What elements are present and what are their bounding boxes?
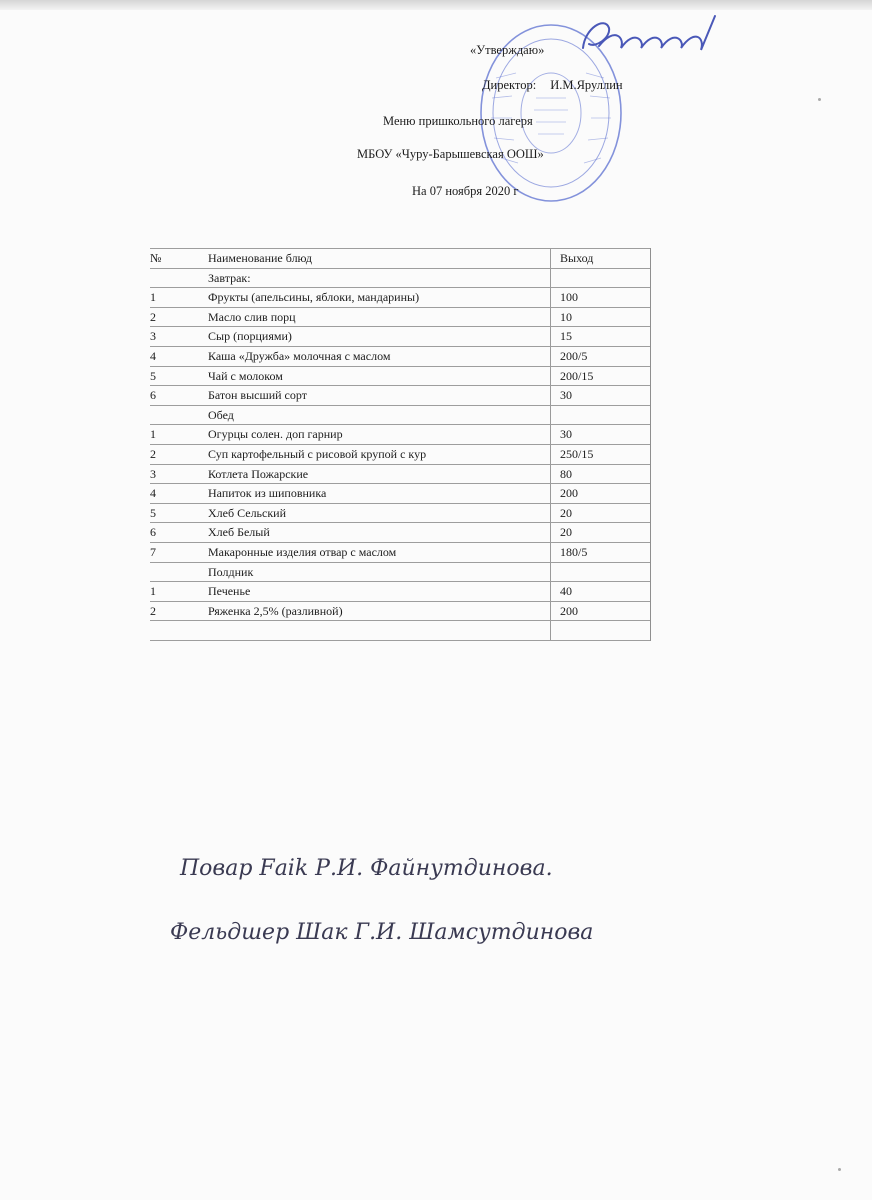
director-signature [575,8,725,70]
dish-name: Хлеб Белый [208,525,270,540]
table-row [150,445,650,465]
dish-name: Хлеб Сельский [208,505,287,520]
dish-name: Напиток из шиповника [208,486,327,501]
table-row [150,523,650,543]
table-row [150,425,650,445]
row-number: 4 [150,348,156,363]
table-row [150,386,650,406]
dish-name: Обед [208,407,234,422]
dish-name: Батон высший сорт [208,388,307,403]
row-number: 2 [150,446,156,461]
dish-output: 20 [560,525,572,540]
row-number: 6 [150,525,156,540]
dish-name: Печенье [208,584,251,599]
dish-name: Ряженка 2,5% (разливной) [208,603,343,618]
director-label: Директор: [482,78,537,92]
dish-name: Фрукты (апельсины, яблоки, мандарины) [208,290,420,305]
dish-output: 80 [560,466,572,481]
dish-name: Огурцы солен. доп гарнир [208,427,343,442]
table-row [150,543,650,563]
dish-output: 100 [560,290,578,305]
dish-output: 30 [560,427,572,442]
dish-output: 200/15 [560,368,594,383]
row-number: 2 [150,309,156,324]
dish-output: 250/15 [560,446,594,461]
cook-signature: Повар Fаik Р.И. Файнутдинова. [180,856,553,881]
table-header-row [150,248,650,269]
school-name: МБОУ «Чуру-Барышевская ООШ» [357,147,544,161]
menu-date: На 07 ноября 2020 г [412,184,519,198]
scan-edge [0,0,872,10]
row-number: 1 [150,290,156,305]
page-title: Меню пришкольного лагеря [383,114,533,128]
table-row [150,327,650,347]
row-number: 5 [150,368,156,383]
dish-output: 30 [560,388,572,403]
table-row [150,602,650,622]
dish-name: Каша «Дружба» молочная с маслом [208,348,391,363]
scan-speck [818,98,821,101]
menu-table [150,248,651,641]
row-number: 7 [150,544,156,559]
row-number: 3 [150,329,156,344]
signature-block [170,840,670,990]
column-header-output: Выход [560,251,594,265]
dish-name: Котлета Пожарские [208,466,309,481]
table-row [150,563,650,583]
column-header-number: № [150,251,162,265]
dish-name: Завтрак: [208,270,251,285]
dish-output: 40 [560,584,572,599]
column-header-dish: Наименование блюд [208,251,313,265]
dish-output: 180/5 [560,544,588,559]
dish-name: Масло слив порц [208,309,296,324]
director-line [482,78,623,93]
dish-name: Сыр (порциями) [208,329,292,344]
dish-name: Полдник [208,564,254,579]
table-row [150,347,650,367]
table-row [150,504,650,524]
row-number: 4 [150,486,156,501]
dish-output: 10 [560,309,572,324]
dish-output: 200/5 [560,348,588,363]
dish-name: Суп картофельный с рисовой крупой с кур [208,446,427,461]
table-row [150,367,650,387]
row-number: 6 [150,388,156,403]
medic-signature: Фельдшер Шак Г.И. Шамсутдинова [170,920,594,945]
row-number: 1 [150,584,156,599]
dish-output: 15 [560,329,572,344]
dish-name: Чай с молоком [208,368,283,383]
dish-name: Макаронные изделия отвар с маслом [208,544,397,559]
row-number: 2 [150,603,156,618]
table-row [150,484,650,504]
table-row [150,406,650,426]
dish-output: 200 [560,603,578,618]
table-row [150,582,650,602]
table-row [150,621,650,641]
dish-output: 20 [560,505,572,520]
row-number: 3 [150,466,156,481]
table-row [150,308,650,328]
approve-label: «Утверждаю» [470,43,545,57]
table-row [150,269,650,289]
scan-speck [838,1168,841,1171]
table-row [150,288,650,308]
row-number: 5 [150,505,156,520]
table-row [150,465,650,485]
row-number: 1 [150,427,156,442]
dish-output: 200 [560,486,578,501]
director-name: И.М.Яруллин [550,78,623,92]
